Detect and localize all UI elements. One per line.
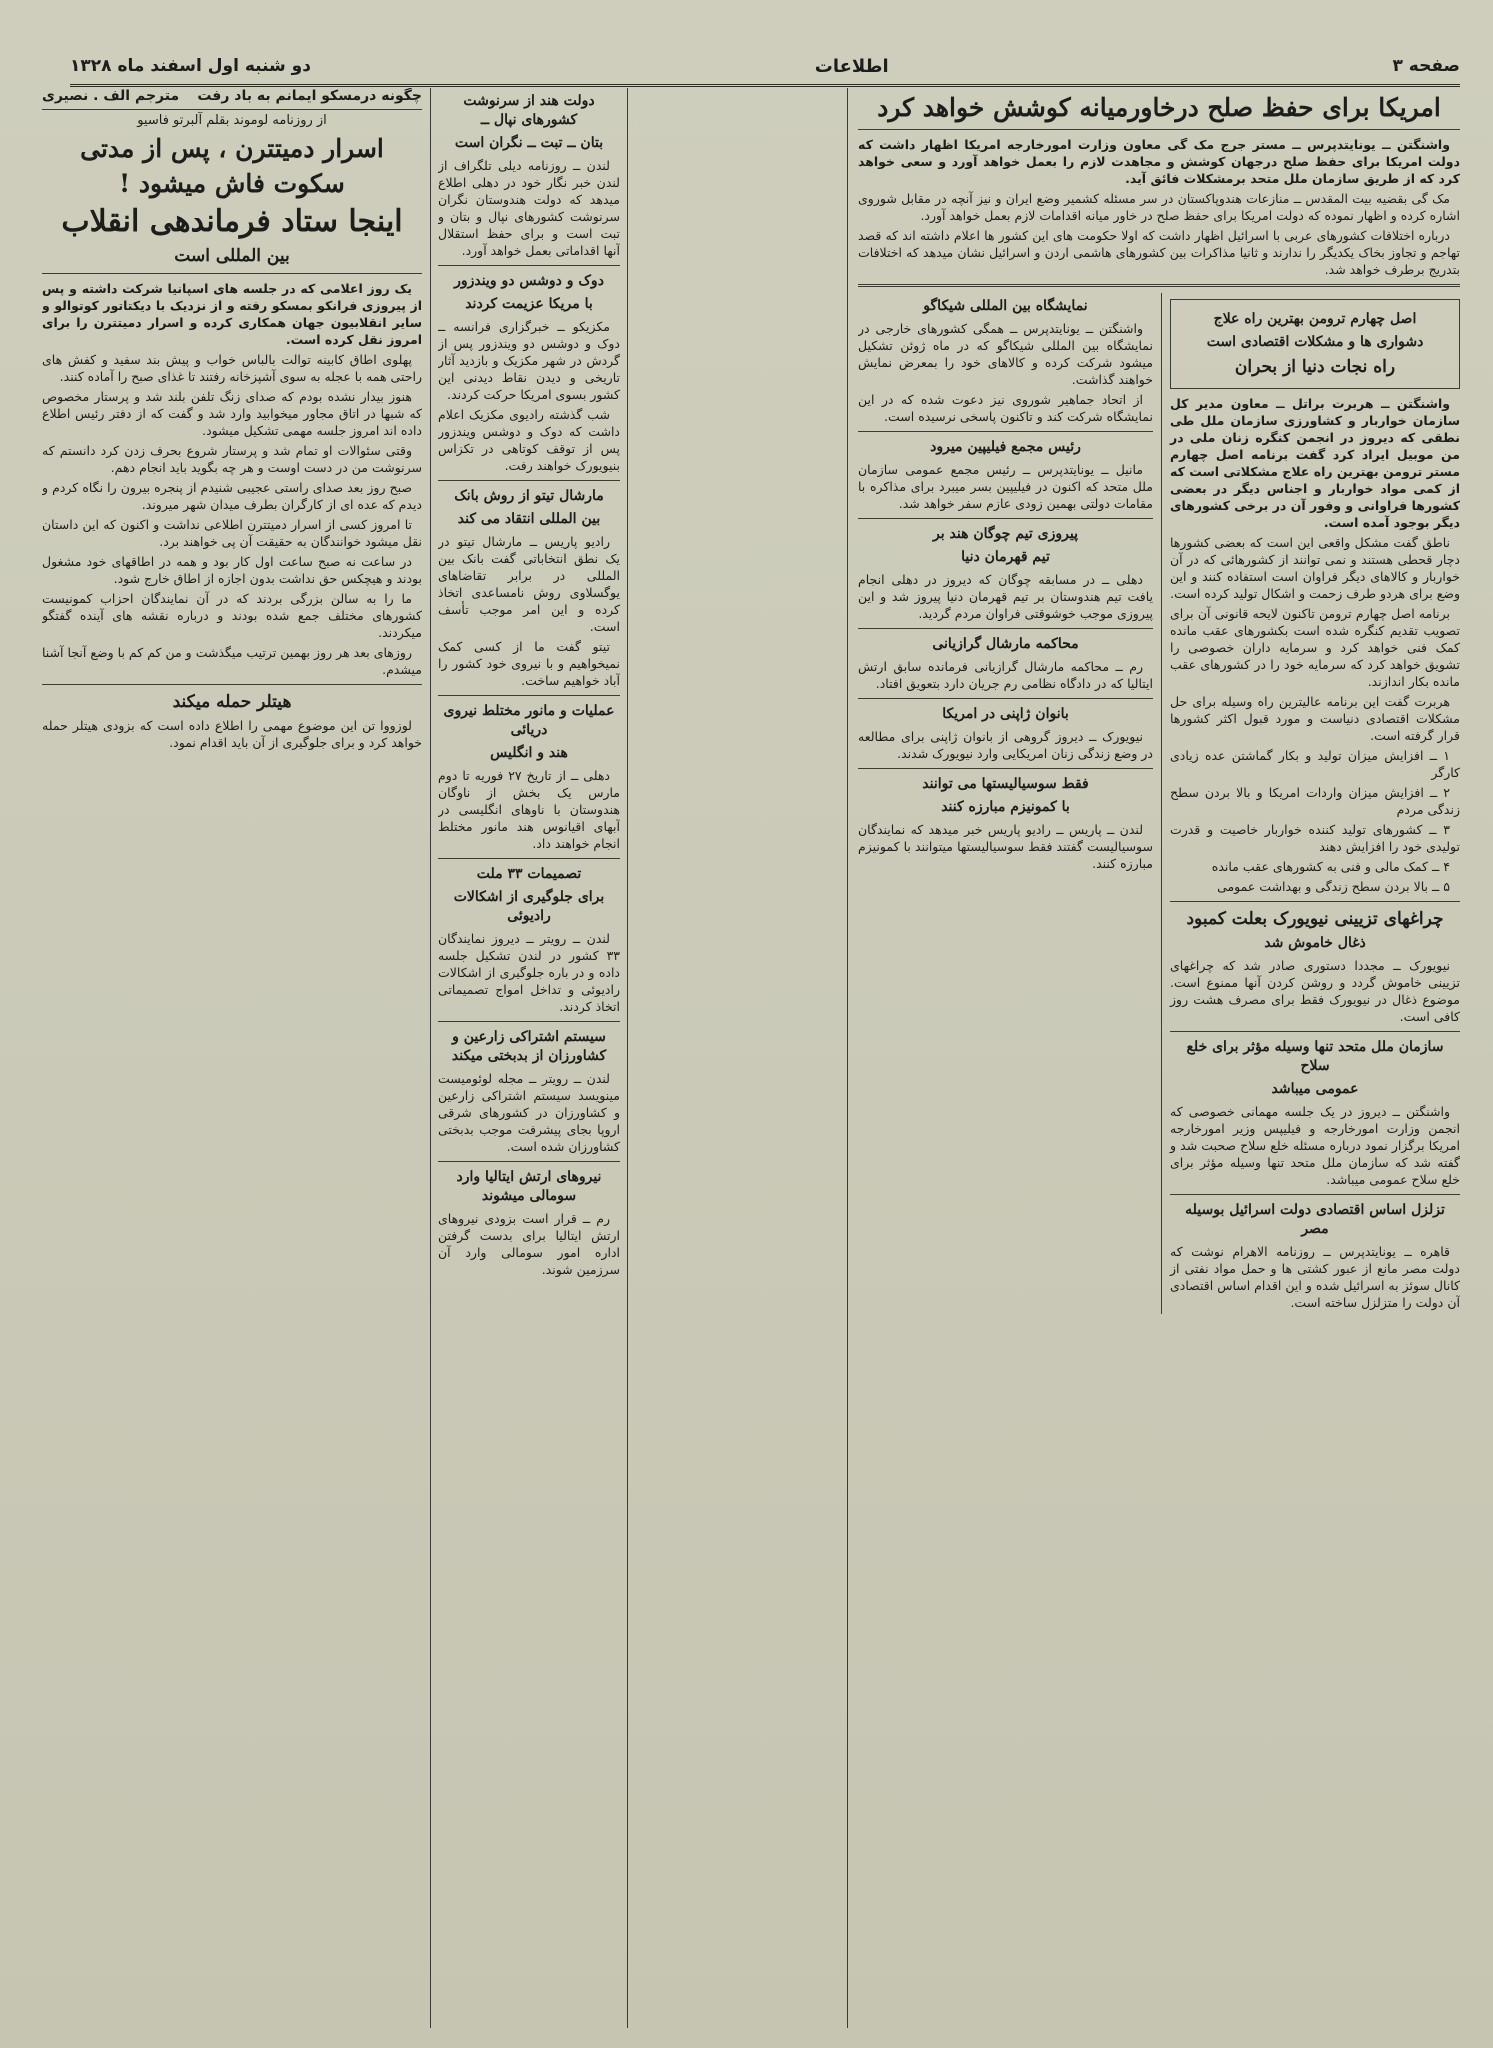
headline-un-disarm-sub: عمومی میباشد	[1271, 1081, 1359, 1097]
column-rule	[1161, 293, 1162, 1314]
article-paragraph: پهلوی اطاق کابینه توالت بالباس خواب و پیش بند سفید و کفش های راحتی همه با عجله به سوی آشپزخانه رفتند تا غذای صبح را آماده کنند.	[42, 352, 422, 384]
headline-chicago-fair: نمایشگاه بین المللی شیکاگو	[923, 298, 1088, 314]
article-paragraph: ناطق گفت مشکل واقعی این است که بعضی کشورها دچار قحطی هستند و نمی توانند از کشورهائی که در آن خواربار و کالاهای دیگر فراوان است استفاده کنند و این وضع برای هردو طرف زحمت و اشکال تولید کرده است.	[1170, 535, 1460, 601]
series-kicker	[42, 88, 422, 110]
headline-revolution-hq-sub: بین المللی است	[174, 246, 290, 266]
article-paragraph: رادیو پاریس ــ مارشال تیتو در یک نطق انتخاباتی گفت بانک بین المللی در برابر تقاضاهای یوگسلاوی روش نامساعدی اتخاذ کرده و این امر موجب تأسف است.	[438, 534, 620, 634]
article-paragraph: مانیل ــ یونایتدپرس ــ رئیس مجمع عمومی سازمان ملل متحد که اکنون در فیلیپین بسر میبرد برای مذاکره با مقامات دولتی بهمین زودی عازم سفر خواهد شد.	[858, 462, 1153, 511]
headline-polo-sub: تیم قهرمان دنیا	[961, 549, 1050, 565]
list-item: ۳ ــ کشورهای تولید کننده خواربار خاصیت و قدرت تولیدی خود را افزایش دهند	[1170, 822, 1460, 854]
article-paragraph: دهلی ــ در مسابقه چوگان که دیروز در دهلی انجام یافت تیم هندوستان بر تیم قهرمان دنیا پیروز شد و این پیروزی موجب خوشوقتی فراوان مردم گردید.	[858, 572, 1153, 621]
column-1	[858, 88, 1460, 2028]
headline-naval-maneuver-sub: هند و انگلیس	[490, 745, 568, 761]
side-column	[1170, 293, 1460, 1314]
article-paragraph: تا امروز کسی از اسرار دمیتترن اطلاعی نداشت و اکنون که این داستان نقل میشود خوانندگان به حقیقت آن پی خواهند برد.	[42, 517, 422, 549]
box-headline: دشواری ها و مشکلات اقتصادی است	[1206, 334, 1424, 350]
article-paragraph: نیویورک ــ دیروز گروهی از بانوان ژاپنی برای مطالعه در وضع زندگی زنان امریکایی وارد نیویورک شدند.	[858, 729, 1153, 761]
masthead	[70, 48, 1460, 87]
article-lead: یک روز اعلامی که در جلسه های اسپانیا شرکت داشته و پس از پیروزی فرانکو بمسکو رفته و از نزدیک با دیکتاتور کوتوالو و سایر انقلابیون جهان همکاری کرده و اسرار دمیتترن را برای امروز نقل کرده است.	[42, 281, 422, 347]
inner-column	[858, 293, 1153, 1314]
headline-egypt-israel: تزلزل اساس اقتصادی دولت اسرائیل بوسیله مصر	[1185, 1202, 1445, 1237]
headline-italy-somalia: نیروهای ارتش ایتالیا وارد سومالی میشوند	[456, 1169, 602, 1204]
box-headline-main: راه نجات دنیا از بحران	[1234, 357, 1396, 377]
article-paragraph: مکزیکو ــ خبرگزاری فرانسه ــ دوک و دوشس دو ویندزور پس از گردش در شهر مکزیک و بازدید آثار تاریخی و دیدن نقاط دیدنی این کشور بسوی امریکا حرکت کردند.	[438, 319, 620, 402]
article-paragraph: در ساعت نه صبح ساعت اول کار بود و همه در اطاقهای خود مشغول بودند و هیچکس حق نداشت بدون اجازه از اطاق خارج شود.	[42, 554, 422, 586]
article-paragraph: رم ــ قرار است بزودی نیروهای ارتش ایتالیا برای بدست گرفتن اداره امور سومالی وارد آن سرزمین شوند.	[438, 1211, 620, 1277]
headline-collective-farms: سیستم اشتراکی زارعین و کشاورزان از بدبختی میکند	[451, 1029, 607, 1064]
paper-name: اطلاعات	[814, 55, 889, 77]
headline-ny-lights-sub: ذغال خاموش شد	[1264, 935, 1366, 951]
headline-un-disarm: سازمان ملل متحد تنها وسیله مؤثر برای خلع سلاح	[1186, 1039, 1444, 1074]
article-paragraph: مک گی بقضیه بیت المقدس ــ منازعات هندوپاکستان در سر مسئله کشمیر وضع ایران و نیز آنچه در مقابل شوروی اشاره کرده و اظهار نموده که دولت امریکا برای حفظ صلح در خاور میانه اقدامات لازم بعمل خواهد آورد.	[858, 191, 1460, 223]
article-paragraph: تیتو گفت ما از کسی کمک نمیخواهیم و با نیروی خود کشور را آباد خواهیم ساخت.	[438, 639, 620, 688]
column-4	[42, 88, 422, 2028]
article-paragraph: از اتحاد جماهیر شوروی نیز دعوت شده که در این نمایشگاه شرکت کند و تاکنون پاسخی نرسیده است.	[858, 392, 1153, 424]
headline-naval-maneuver: عملیات و مانور مختلط نیروی دریائی	[443, 703, 615, 738]
headline-comintern: اسرار دمیتترن ، پس از مدتی	[80, 134, 384, 163]
headline-windsor: دوک و دوشس دو ویندزور	[454, 273, 604, 289]
column-rule	[627, 88, 628, 2028]
headline-america-peace: امریکا برای حفظ صلح درخاورمیانه کوشش خواهد کرد	[877, 93, 1441, 122]
page-number: صفحه ۳	[1392, 56, 1460, 76]
article-paragraph: صبح روز بعد صدای راستی عجیبی شنیدم از پنجره بیرون را نگاه کردم و دیدم که عده ای از کارگران بطرف میدان شهر میروند.	[42, 480, 422, 512]
column-rule	[847, 88, 848, 2028]
headline-socialists-sub: با کمونیزم مبارزه کنند	[941, 799, 1070, 815]
article-paragraph: لوزووا تن این موضوع مهمی را اطلاع داده است که بزودی هیتلر حمله خواهد کرد و برای جلوگیری از آن باید اقدام نمود.	[42, 718, 422, 750]
article-paragraph: دهلی ــ از تاریخ ۲۷ فوریه تا دوم مارس یک بخش از ناوگان هندوستان با ناوهای انگلیسی در آبهای اقیانوس هند مانور مختلط انجام خواهند داد.	[438, 768, 620, 851]
article-paragraph: نیویورک ــ مجددا دستوری صادر شد که چراغهای تزیینی خاموش گردد و روشن کردن آنها ممنوع است. موضوع ذغال در نیویورک فقط برای مصرف هشت روز کافی است.	[1170, 958, 1460, 1024]
headline-ny-lights: چراغهای تزیینی نیویورک بعلت کمبود	[1186, 909, 1444, 929]
list-item: ۴ ــ کمک مالی و فنی به کشورهای عقب مانده	[1211, 859, 1450, 874]
box-headline: اصل چهارم ترومن بهترین راه علاج	[1213, 311, 1417, 327]
article-paragraph: روزهای بعد هر روز بهمین ترتیب میگذشت و من کم کم با وضع آنجا آشنا میشدم.	[42, 645, 422, 677]
headline-tito: مارشال تیتو از روش بانک	[454, 488, 604, 504]
article-paragraph: شب گذشته رادیوی مکزیک اعلام داشت که دوک و دوشس ویندزور پس از توقف کوتاهی در تکزاس بنیویورک خواهند رفت.	[438, 407, 620, 473]
list-item: ۱ ــ افزایش میزان تولید و بکار گماشتن عده زیادی کارگر	[1170, 748, 1460, 780]
headline-india-nepal-sub: بتان ــ تبت ــ نگران است	[454, 135, 604, 151]
article-paragraph: هنوز بیدار نشده بودم که صدای زنگ تلفن بلند شد و پرستار مخصوص که شبها در اتاق مجاور میخوابید وارد شد و گفت که از دفتر رئیس اطلاع داده اند امروز جلسه مهمی تشکیل میشود.	[42, 389, 422, 438]
issue-date: دو شنبه اول اسفند ماه ۱۳۲۸	[70, 56, 311, 76]
article-paragraph: برنامه اصل چهارم ترومن تاکنون لایحه قانونی آن برای تصویب تقدیم کنگره شده است بکشورهای عقب مانده کمک فنی خواهد کرد و سرمایه داران خصوصی را تشویق خواهد کرد که سرمایه خود را در کشورهای عقب مانده بکار اندازند.	[1170, 606, 1460, 689]
list-item: ۵ ــ بالا بردن سطح زندگی و بهداشت عمومی	[1217, 879, 1450, 894]
article-paragraph: لندن ــ پاریس ــ رادیو پاریس خبر میدهد که نمایندگان سوسیالیست گفتند فقط سوسیالیستها میتوانند با کمونیزم مبارزه کنند.	[858, 822, 1153, 871]
source-line: از روزنامه لوموند بقلم آلبرتو فاسیو	[137, 113, 327, 128]
headline-philippines: رئیس مجمع فیلیپین میرود	[930, 439, 1081, 455]
headline-socialists: فقط سوسیالیستها می توانند	[922, 776, 1089, 792]
article-paragraph: رم ــ محاکمه مارشال گرازیانی فرمانده سابق ارتش ایتالیا که در دادگاه نظامی رم جریان دارد بتعویق افتاد.	[858, 659, 1153, 691]
headline-japanese-women: بانوان ژاپنی در امریکا	[942, 706, 1069, 722]
article-paragraph: ما را به سالن بزرگی بردند که در آن نمایندگان احزاب کمونیست کشورهای مختلف جمع شده بودند و درباره نقشه های آینده گفتگو میکردند.	[42, 591, 422, 640]
headline-hitler: هیتلر حمله میکند	[172, 692, 292, 712]
article-paragraph: درباره اختلافات کشورهای عربی با اسرائیل اظهار داشت که اولا حکومت های این کشور ها اعلام داشته اند که قصد تهاجم و تجاوز بخاک یکدیگر را ندارند و ثانیا مذاکرات بین کشورهای هاشمی اردن و اسرائیل نشان میدهد که اختلافات بتدریج برطرف خواهد شد.	[858, 228, 1460, 277]
article-paragraph: لندن ــ روزنامه دیلی تلگراف از لندن خبر نگار خود در دهلی اطلاع میدهد که دولت هندوستان نگران سرنوشت کشورهای نپال و بتان و تبت است و برای حفظ استقلال آنها اقداماتی بعمل خواهد آورد.	[438, 158, 620, 258]
list-item: ۲ ــ افزایش میزان واردات امریکا و بالا بردن سطح زندگی مردم	[1170, 785, 1460, 817]
headline-33-nations: تصمیمات ۳۳ ملت	[476, 866, 582, 882]
headline-graziani: محاکمه مارشال گرازیانی	[932, 636, 1079, 652]
box-article	[1170, 299, 1460, 389]
headline-comintern-2: سکوت فاش میشود !	[119, 169, 345, 198]
column-rule	[430, 88, 431, 2028]
article-lead: واشنگتن ــ هربرت براتل ــ معاون مدیر کل سازمان خواربار و کشاورزی سازمان ملل طی نطقی که دیروز در انجمن کنگره زنان ملی در من موبیل ایراد کرد گفت برنامه اصل چهارم مستر ترومن بهترین راه علاج مشکلاتی است که از کمی مواد خواربار و اجناس دیگر در بعضی کشورها فراوانی و وفور آن در برخی کشورهای دیگر بوجود آمده است.	[1170, 396, 1460, 530]
article-paragraph: هربرت گفت این برنامه عالیترین راه وسیله برای حل مشکلات اقتصادی دنیاست و مورد قبول اکثر کشورها قرار گرفته است.	[1170, 694, 1460, 743]
article-paragraph: واشنگتن ــ یونایتدپرس ــ همگی کشورهای خارجی در نمایشگاه بین المللی شیکاگو که در ماه ژوئن تشکیل میشود شرکت کرده و کالاهای خود را بمعرض نمایش خواهند گذاشت.	[858, 321, 1153, 387]
article-paragraph: قاهره ــ یونایتدپرس ــ روزنامه الاهرام نوشت که دولت مصر مانع از عبور کشتی ها و حمل مواد نفتی از کانال سوئز به اسرائیل شده و این اقدام اساس اقتصادی آن دولت را متزلزل ساخته است.	[1170, 1244, 1460, 1310]
article-paragraph: لندن ــ رویتر ــ مجله لوئومیست مینویسد سیستم اشتراکی زارعین و کشاورزان در کشورهای شرقی اروپا بجای پیشرفت موجب بدبختی کشاورزان شده است.	[438, 1071, 620, 1154]
article-paragraph: وقتی سئوالات او تمام شد و پرستار شروع بحرف زدن کرد دانستم که سرنوشت من در دست اوست و هر چه بگوید باید انجام دهم.	[42, 443, 422, 475]
translator: مترجم الف . نصیری	[42, 88, 180, 104]
headline-windsor-sub: با مریکا عزیمت کردند	[465, 296, 593, 312]
article-lead: واشنگتن ــ یونایتدپرس ــ مستر جرج مک گی معاون وزارت امورخارجه امریکا اظهار داشت که دولت امریکا برای حفظ صلح درجهان کوشش و مجاهدت لازم را بعمل خواهد آورد و سعی خواهد کرد که از طریق سازمان ملل متحد برمشکلات فائق آید.	[858, 137, 1460, 186]
headline-tito-sub: بین المللی انتقاد می کند	[457, 511, 601, 527]
headline-india-nepal: دولت هند از سرنوشت کشورهای نپال ــ	[463, 93, 595, 128]
headline-polo: پیروزی تیم چوگان هند بر	[933, 526, 1078, 542]
article-paragraph: واشنگتن ــ دیروز در یک جلسه مهمانی خصوصی که انجمن وزارت امورخارجه و فیلیپس وزیر امورخارجه امریکا برگزار نمود درباره مسئله خلع سلاح صحبت شد و گفته شد که سازمان ملل متحد تنها وسیله مؤثر برای خلع سلاح عمومی میباشد.	[1170, 1104, 1460, 1187]
headline-revolution-hq: اینجا ستاد فرماندهی انقلاب	[61, 204, 403, 239]
headline-33-nations-sub: برای جلوگیری از اشکالات رادیوئی	[453, 889, 605, 924]
column-3	[438, 88, 620, 2028]
article-paragraph: لندن ــ رویتر ــ دیروز نمایندگان ۳۳ کشور در لندن تشکیل جلسه داده و در باره جلوگیری از اشکالات رادیوئی و تداخل امواج تصمیماتی اتخاذ کردند.	[438, 931, 620, 1014]
series-title: چگونه درمسکو ایمانم به باد رفت	[197, 88, 422, 104]
